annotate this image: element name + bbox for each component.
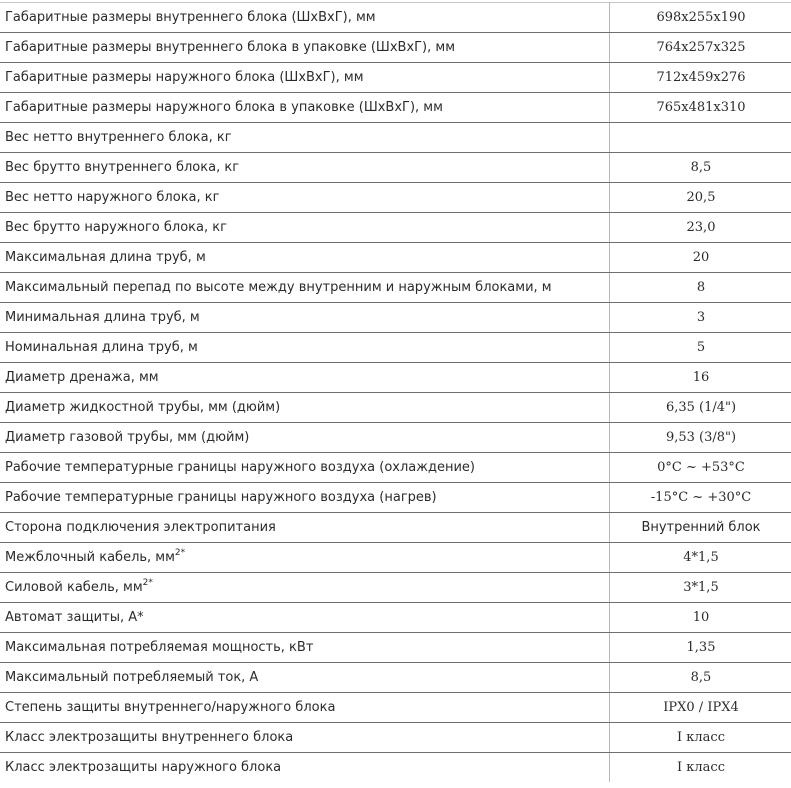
table-row: [0, 303, 791, 333]
row-value: 712х459х276: [610, 63, 791, 93]
row-label: Габаритные размеры наружного блока в упаковке (ШхВхГ), мм: [0, 93, 610, 123]
row-label: Габаритные размеры внутреннего блока в упаковке (ШхВхГ), мм: [0, 33, 610, 63]
row-value: 4*1,5: [610, 543, 791, 573]
row-value: Внутренний блок: [610, 513, 791, 543]
table-row: [0, 183, 791, 213]
row-value: 20: [610, 243, 791, 273]
row-label: Сторона подключения электропитания: [0, 513, 610, 543]
table-row: [0, 393, 791, 423]
row-value: -15°С ~ +30°С: [610, 483, 791, 513]
row-label: Номинальная длина труб, м: [0, 333, 610, 363]
row-value: 8,5: [610, 663, 791, 693]
row-label: Диаметр газовой трубы, мм (дюйм): [0, 423, 610, 453]
table-row: [0, 273, 791, 303]
row-label: Рабочие температурные границы наружного воздуха (охлаждение): [0, 453, 610, 483]
row-value: [610, 123, 791, 153]
row-label: Класс электрозащиты наружного блока: [0, 753, 610, 783]
row-value: I класс: [610, 723, 791, 753]
row-value: 8,5: [610, 153, 791, 183]
row-value: 20,5: [610, 183, 791, 213]
row-label-superscript: 2*: [142, 577, 153, 588]
table-row: [0, 243, 791, 273]
row-label: Максимальная потребляемая мощность, кВт: [0, 633, 610, 663]
row-label-text: Межблочный кабель, мм: [5, 549, 175, 565]
row-label-superscript: 2*: [174, 547, 186, 558]
table-row: [0, 3, 791, 33]
row-label: Рабочие температурные границы наружного воздуха (нагрев): [0, 483, 610, 513]
row-value: 5: [610, 333, 791, 363]
table-row: [0, 33, 791, 63]
table-row: [0, 423, 791, 453]
table-row: [0, 573, 791, 603]
row-label: [0, 573, 610, 603]
row-value: 23,0: [610, 213, 791, 243]
row-label: Вес брутто наружного блока, кг: [0, 213, 610, 243]
row-label: Вес нетто внутреннего блока, кг: [0, 123, 610, 153]
row-label: Максимальная длина труб, м: [0, 243, 610, 273]
row-value: 3: [610, 303, 791, 333]
table-row: [0, 633, 791, 663]
table-row: [0, 663, 791, 693]
table-row: [0, 213, 791, 243]
table-row: [0, 123, 791, 153]
row-label: Диаметр жидкостной трубы, мм (дюйм): [0, 393, 610, 423]
row-value: 765х481х310: [610, 93, 791, 123]
row-label: Минимальная длина труб, м: [0, 303, 610, 333]
row-value: 0°С ~ +53°С: [610, 453, 791, 483]
table-row: [0, 63, 791, 93]
row-value: 8: [610, 273, 791, 303]
table-row: [0, 543, 791, 573]
row-value: IPX0 / IPX4: [610, 693, 791, 723]
table-row: [0, 603, 791, 633]
row-label: Вес брутто внутреннего блока, кг: [0, 153, 610, 183]
table-row: [0, 93, 791, 123]
row-label: Степень защиты внутреннего/наружного блока: [0, 693, 610, 723]
row-label: Диаметр дренажа, мм: [0, 363, 610, 393]
table-row: [0, 153, 791, 183]
table-row: [0, 753, 791, 783]
row-value: 16: [610, 363, 791, 393]
row-value: 6,35 (1/4"): [610, 393, 791, 423]
row-label: Максимальный перепад по высоте между внутренним и наружным блоками, м: [0, 273, 610, 303]
specifications-table: [0, 2, 791, 782]
table-row: [0, 453, 791, 483]
row-label: [0, 543, 610, 573]
row-label-text: Силовой кабель, мм: [5, 579, 143, 595]
row-label: Вес нетто наружного блока, кг: [0, 183, 610, 213]
table-row: [0, 693, 791, 723]
row-value: 3*1,5: [610, 573, 791, 603]
row-label: Автомат защиты, А*: [0, 603, 610, 633]
table-row: [0, 483, 791, 513]
row-label: Максимальный потребляемый ток, А: [0, 663, 610, 693]
row-label: Класс электрозащиты внутреннего блока: [0, 723, 610, 753]
row-label: Габаритные размеры внутреннего блока (ШхВхГ), мм: [0, 3, 610, 33]
row-value: 9,53 (3/8"): [610, 423, 791, 453]
table-row: [0, 363, 791, 393]
row-value: 764х257х325: [610, 33, 791, 63]
row-value: 1,35: [610, 633, 791, 663]
table-row: [0, 723, 791, 753]
row-label: Габаритные размеры наружного блока (ШхВхГ), мм: [0, 63, 610, 93]
table-row: [0, 513, 791, 543]
row-value: 10: [610, 603, 791, 633]
table-row: [0, 333, 791, 363]
row-value: I класс: [610, 753, 791, 783]
row-value: 698х255х190: [610, 3, 791, 33]
